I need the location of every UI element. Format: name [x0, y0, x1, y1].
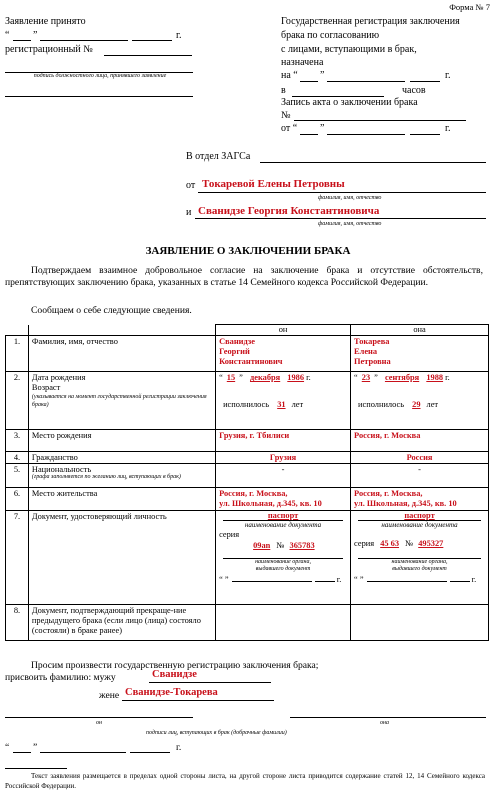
- he-residence-1: Россия, г. Москва,: [219, 489, 288, 498]
- she-series-label: серия: [354, 539, 375, 548]
- row4-label: Гражданство: [28, 452, 215, 464]
- he-doc-series: 09an: [253, 541, 271, 550]
- accepted-date-close: ”: [33, 30, 38, 41]
- she-doc-type: паспорт: [404, 511, 435, 520]
- signature-caption-bottom: подписи лиц, вступающих в брак (добрачные фамилии): [146, 730, 287, 736]
- row1-label: Фамилия, имя, отчество: [28, 336, 215, 372]
- he-year-suffix: г.: [306, 373, 311, 382]
- row5-note: (графа заполняется по желанию лиц, вступающих в брак): [31, 474, 181, 480]
- reg-record-number: №: [281, 110, 291, 121]
- he-citizenship: Грузия: [216, 452, 351, 464]
- he-patronymic: Константинович: [219, 357, 283, 366]
- request-text: Просим произвести государственную регистрацию заключения брака;: [31, 660, 319, 671]
- row3-label: Место рождения: [28, 430, 215, 452]
- she-age: 29: [412, 400, 421, 409]
- she-residence-1: Россия, г. Москва,: [354, 489, 423, 498]
- he-no-label: №: [276, 541, 285, 550]
- reg-line-2: брака по согласованию: [281, 30, 380, 41]
- row7-label: Документ, удостоверяющий личность: [28, 511, 215, 605]
- he-surname: Сванидзе: [219, 337, 255, 346]
- from-prefix: от: [186, 180, 196, 191]
- reg-record-year: г.: [445, 123, 451, 134]
- he-age-suffix: лет: [291, 400, 304, 409]
- she-year-suffix: г.: [445, 373, 450, 382]
- wife-prefix: жене: [99, 690, 120, 701]
- she-name: Елена: [354, 347, 378, 356]
- and-name: Сванидзе Георгия Константиновича: [198, 205, 380, 217]
- she-org-caption: наименование органа, выдавшего документ: [391, 559, 448, 572]
- she-birth-month: сентября: [384, 373, 420, 382]
- info-table: он она 1. Фамилия, имя, отчество Сванидзе Георгий Константинович Токарева Елена Петровна 2. Дата рождения Возраст (указывается на момент государственной регистрации заключения брака) “ 15 ” декабря 1986 г. исполнилось 31 лет “ 23 ” сентября 1988 г. исполнилось 29 лет 3. Место рождения Грузия, г. Тбилиси Россия, г. Москва 4. Гражданство Грузия Россия 5. Национальность (графа заполняется по желанию лиц, вступающих в брак) - - 6. Место жительства Россия, г. Москва, ул. Школьная, д.345, кв. 10 Россия, г. Москва, ул. Школьная, д.345, кв. 10 7. Документ, удостоверяющий личность паспорт наименование документа серия 09an № 365783 наименование органа, выдавшего документ “ ” г. паспорт наименование документа серия 45 63 № 495327 наименование органа, выдавшего документ “ ” г. 8. Документ, подтверждающий прекраще-ние предыдущего брака (если лицо (лица) состояло (состояли) в браке ранее): [5, 324, 489, 641]
- he-birth-month: декабря: [249, 373, 281, 382]
- from-name: Токаревой Елены Петровны: [202, 178, 345, 190]
- he-nationality: -: [216, 464, 351, 488]
- row3-num: 3.: [6, 430, 29, 452]
- signature-he: он: [96, 720, 102, 726]
- row2-num: 2.: [6, 372, 29, 430]
- he-doc-type: паспорт: [267, 511, 299, 520]
- signature-caption: подпись должностного лица, принявшего заявление: [33, 73, 167, 79]
- row4-num: 4.: [6, 452, 29, 464]
- reg-number-label: регистрационный №: [5, 44, 93, 55]
- row5-label: Национальность: [31, 465, 92, 474]
- bottom-year: г.: [176, 742, 182, 753]
- row2-label: Дата рождения: [31, 373, 86, 382]
- from-caption: фамилия, имя, отчество: [318, 195, 382, 201]
- accepted-label: Заявление принято: [5, 16, 86, 27]
- row2-label-age: Возраст: [31, 383, 61, 392]
- accepted-date-open: “: [5, 30, 10, 41]
- row7-num: 7.: [6, 511, 29, 605]
- row6-num: 6.: [6, 488, 29, 511]
- she-birth-year: 1988: [426, 373, 444, 382]
- she-age-suffix: лет: [426, 400, 439, 409]
- row2-note: (указывается на момент государственной регистрации заключения брака): [31, 394, 207, 408]
- reg-date-year: г.: [445, 70, 451, 81]
- bottom-date-open: “: [5, 742, 10, 753]
- she-residence-2: ул. Школьная, д.345, кв. 10: [354, 499, 457, 508]
- reg-date-close: ”: [320, 70, 325, 81]
- he-age-prefix: исполнилось: [223, 400, 270, 409]
- reg-record-date-close: ”: [320, 123, 325, 134]
- he-name: Георгий: [219, 347, 250, 356]
- bottom-date-close: ”: [33, 742, 38, 753]
- he-doc-caption: наименование документа: [223, 520, 343, 529]
- row1-num: 1.: [6, 336, 29, 372]
- reg-date-open: на “: [281, 70, 298, 81]
- intro-paragraph-2: Сообщаем о себе следующие сведения.: [31, 305, 192, 316]
- reg-line-3: с лицами, вступающими в брак,: [281, 44, 417, 55]
- she-age-prefix: исполнилось: [358, 400, 405, 409]
- col-she-header: она: [413, 325, 426, 334]
- she-birth-day: 23: [361, 373, 371, 382]
- she-doc-number: 495327: [418, 539, 444, 548]
- he-birthplace: Грузия, г. Тбилиси: [216, 430, 351, 452]
- she-citizenship: Россия: [351, 452, 489, 464]
- she-patronymic: Петровна: [354, 357, 391, 366]
- she-doc-caption: наименование документа: [358, 520, 481, 529]
- footnote: Текст заявления размещается в пределах одной стороны листа, на другой стороне листа приводится содержание статей 12, 14 Семейного кодекса Российской Федерации.: [5, 772, 485, 790]
- wife-surname: Сванидзе-Токарева: [125, 687, 218, 698]
- signature-she: она: [380, 720, 389, 726]
- document-title: ЗАЯВЛЕНИЕ О ЗАКЛЮЧЕНИИ БРАКА: [145, 245, 351, 257]
- she-nationality: -: [351, 464, 489, 488]
- reg-record-date-open: от “: [281, 123, 298, 134]
- and-caption: фамилия, имя, отчество: [318, 221, 382, 227]
- col-he-header: он: [278, 325, 288, 334]
- surname-prefix: присвоить фамилию: мужу: [5, 672, 116, 683]
- she-birthplace: Россия, г. Москва: [351, 430, 489, 452]
- she-doc-series: 45 63: [380, 539, 400, 548]
- reg-line-1: Государственная регистрация заключения: [281, 16, 460, 27]
- and-prefix: и: [186, 207, 192, 218]
- he-org-caption: наименование органа, выдавшего документ: [255, 559, 312, 572]
- husband-surname: Сванидзе: [152, 669, 197, 680]
- row6-label: Место жительства: [28, 488, 215, 511]
- reg-line-7: Запись акта о заключении брака: [281, 97, 418, 108]
- form-number: Форма № 7: [449, 2, 490, 12]
- zags-label: В отдел ЗАГСа: [186, 151, 251, 162]
- reg-time-suffix: часов: [402, 85, 426, 96]
- he-birth-day: 15: [226, 373, 236, 382]
- intro-paragraph: Подтверждаем взаимное добровольное согласие на заключение брака и отсутствие обстоятельств, препятствующих заключению брака, указанных в статье 14 Семейного кодекса Российской Федерации.: [5, 265, 483, 288]
- row8-label: Документ, подтверждающий прекраще-ние предыдущего брака (если лицо (лица) состояло (состояли) в браке ранее): [28, 605, 215, 641]
- she-surname: Токарева: [354, 337, 390, 346]
- row5-num: 5.: [6, 464, 29, 488]
- reg-line-4: назначена: [281, 57, 324, 68]
- row8-num: 8.: [6, 605, 29, 641]
- he-series-label: серия: [219, 530, 240, 539]
- reg-time-prefix: в: [281, 85, 286, 96]
- he-age: 31: [277, 400, 286, 409]
- he-birth-year: 1986: [287, 373, 305, 382]
- he-residence-2: ул. Школьная, д.345, кв. 10: [219, 499, 322, 508]
- he-doc-number: 365783: [289, 541, 315, 550]
- accepted-year: г.: [176, 30, 182, 41]
- she-no-label: №: [405, 539, 414, 548]
